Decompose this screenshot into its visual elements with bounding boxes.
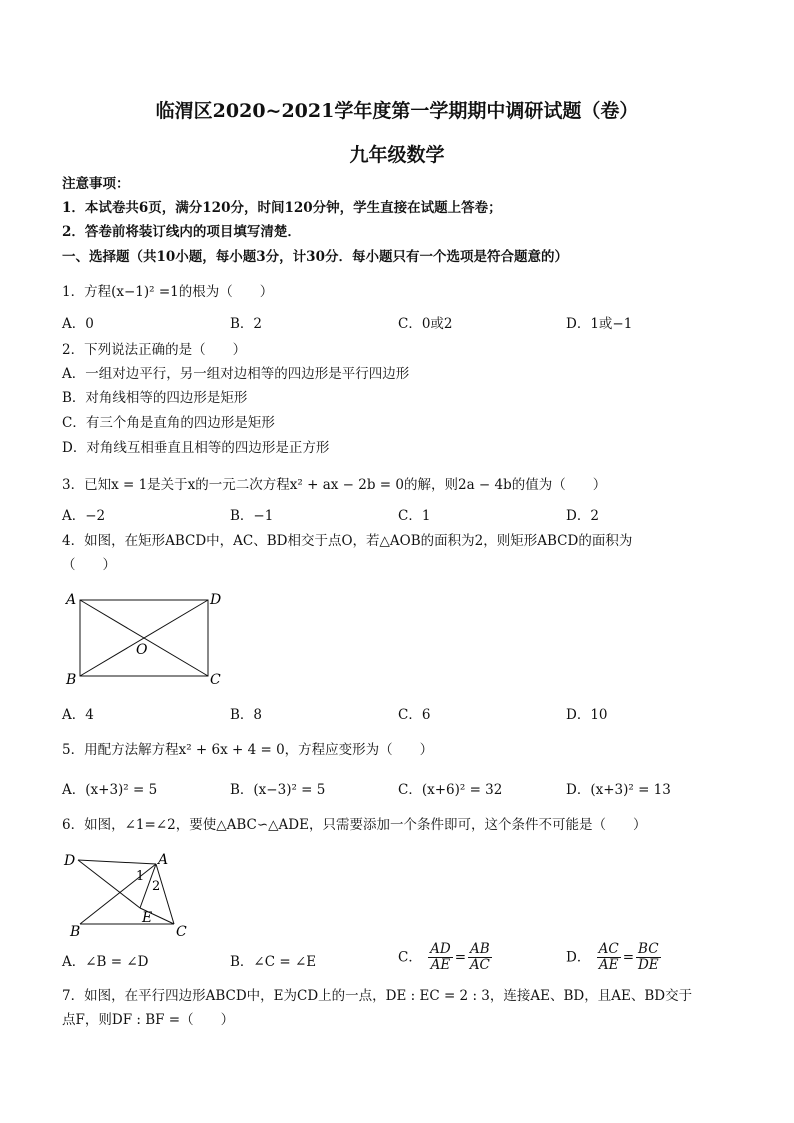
label-c: C: [210, 672, 221, 688]
q3-option-c[interactable]: C．1: [398, 508, 431, 524]
angle-1-label: 1: [136, 869, 145, 884]
q2-option-a[interactable]: A．一组对边平行，另一组对边相等的四边形是平行四边形: [62, 366, 410, 382]
q4-stem: 4．如图，在矩形ABCD中，AC、BD相交于点O，若△AOB的面积为2，则矩形ABCD的面积为: [62, 533, 633, 549]
q1-option-c[interactable]: C．0或2: [398, 316, 453, 332]
q6-stem: 6．如图，∠1=∠2，要使△ABC∽△ADE，只需要添加一个条件即可，这个条件不可能是（ ）: [62, 817, 647, 833]
q7-stem: 7．如图，在平行四边形ABCD中，E为CD上的一点，DE : EC = 2 : 3，连接AE、BD，且AE、BD交于: [62, 988, 693, 1004]
q4-option-a[interactable]: A．4: [62, 707, 94, 723]
q5-option-d[interactable]: D．(x+3)² = 13: [566, 782, 671, 798]
q4-stem-cont: （ ）: [62, 557, 116, 573]
fraction: $\frac{BC}{DE}$: [637, 941, 659, 973]
fraction: $\frac{AD}{AE}$: [430, 941, 451, 973]
q2-option-d[interactable]: D．对角线互相垂直且相等的四边形是正方形: [62, 440, 330, 456]
notice-item: 1．本试卷共6页，满分120分，时间120分钟，学生直接在试题上答卷；: [62, 200, 502, 216]
fraction: $\frac{AC}{AE}$: [598, 941, 619, 973]
notice-item: 2．答卷前将装订线内的项目填写清楚．: [62, 224, 301, 240]
angle-2-label: 2: [152, 879, 161, 894]
label-e: E: [142, 910, 153, 926]
q1-option-a[interactable]: A．0: [62, 316, 94, 332]
exam-subtitle: 九年级数学: [349, 144, 445, 166]
label-a: A: [66, 592, 77, 608]
q5-option-b[interactable]: B．(x−3)² = 5: [230, 782, 326, 798]
q7-stem-cont: 点F，则DF : BF =（ ）: [62, 1012, 235, 1028]
label-a: A: [158, 852, 169, 868]
label-b: B: [70, 924, 81, 938]
exam-title: 临渭区2020~2021学年度第一学期期中调研试题（卷）: [155, 100, 639, 122]
q3-option-d[interactable]: D．2: [566, 508, 599, 524]
q5-option-c[interactable]: C．(x+6)² = 32: [398, 782, 503, 798]
segment-da: [78, 860, 156, 864]
q4-option-c[interactable]: C．6: [398, 707, 431, 723]
label-c: C: [176, 924, 187, 938]
q4-rectangle-figure: [60, 588, 230, 692]
q4-option-d[interactable]: D．10: [566, 707, 608, 723]
q6-option-b[interactable]: B．∠C = ∠E: [230, 954, 317, 970]
segment-ac: [156, 864, 174, 924]
q3-option-a[interactable]: A．−2: [62, 508, 106, 524]
notice-heading: 注意事项：: [62, 176, 130, 192]
fraction: $\frac{AB}{AC}$: [469, 941, 490, 973]
label-b: B: [66, 672, 77, 688]
label-d: D: [210, 592, 222, 608]
q1-option-b[interactable]: B．2: [230, 316, 263, 332]
section-heading: 一、选择题（共10小题，每小题3分，计30分．每小题只有一个选项是符合题意的）: [62, 249, 568, 265]
label-o: O: [136, 642, 148, 658]
q3-stem: 3．已知x = 1是关于x的一元二次方程x² + ax − 2b = 0的解，则2a − 4b的值为（ ）: [62, 477, 607, 493]
q2-stem: 2．下列说法正确的是（ ）: [62, 342, 247, 358]
q3-option-b[interactable]: B．−1: [230, 508, 274, 524]
q6-option-d[interactable]: D． $\frac{AC}{AE}$ = $\frac{BC}{DE}$: [566, 941, 659, 973]
q6-triangles-figure: [60, 848, 200, 938]
q6-option-d-label: D．: [566, 949, 591, 966]
label-d: D: [64, 853, 76, 869]
q5-stem: 5．用配方法解方程x² + 6x + 4 = 0，方程应变形为（ ）: [62, 742, 434, 758]
q2-option-c[interactable]: C．有三个角是直角的四边形是矩形: [62, 415, 275, 431]
q6-option-c-label: C．: [398, 949, 422, 966]
q2-option-b[interactable]: B．对角线相等的四边形是矩形: [62, 390, 248, 406]
q1-option-d[interactable]: D．1或−1: [566, 316, 633, 332]
q6-option-a[interactable]: A．∠B = ∠D: [62, 954, 149, 970]
q6-option-c[interactable]: C． $\frac{AD}{AE}$ = $\frac{AB}{AC}$: [398, 941, 490, 973]
q5-option-a[interactable]: A．(x+3)² = 5: [62, 782, 158, 798]
q1-stem: 1．方程(x−1)² =1的根为（ ）: [62, 284, 274, 300]
q4-option-b[interactable]: B．8: [230, 707, 263, 723]
